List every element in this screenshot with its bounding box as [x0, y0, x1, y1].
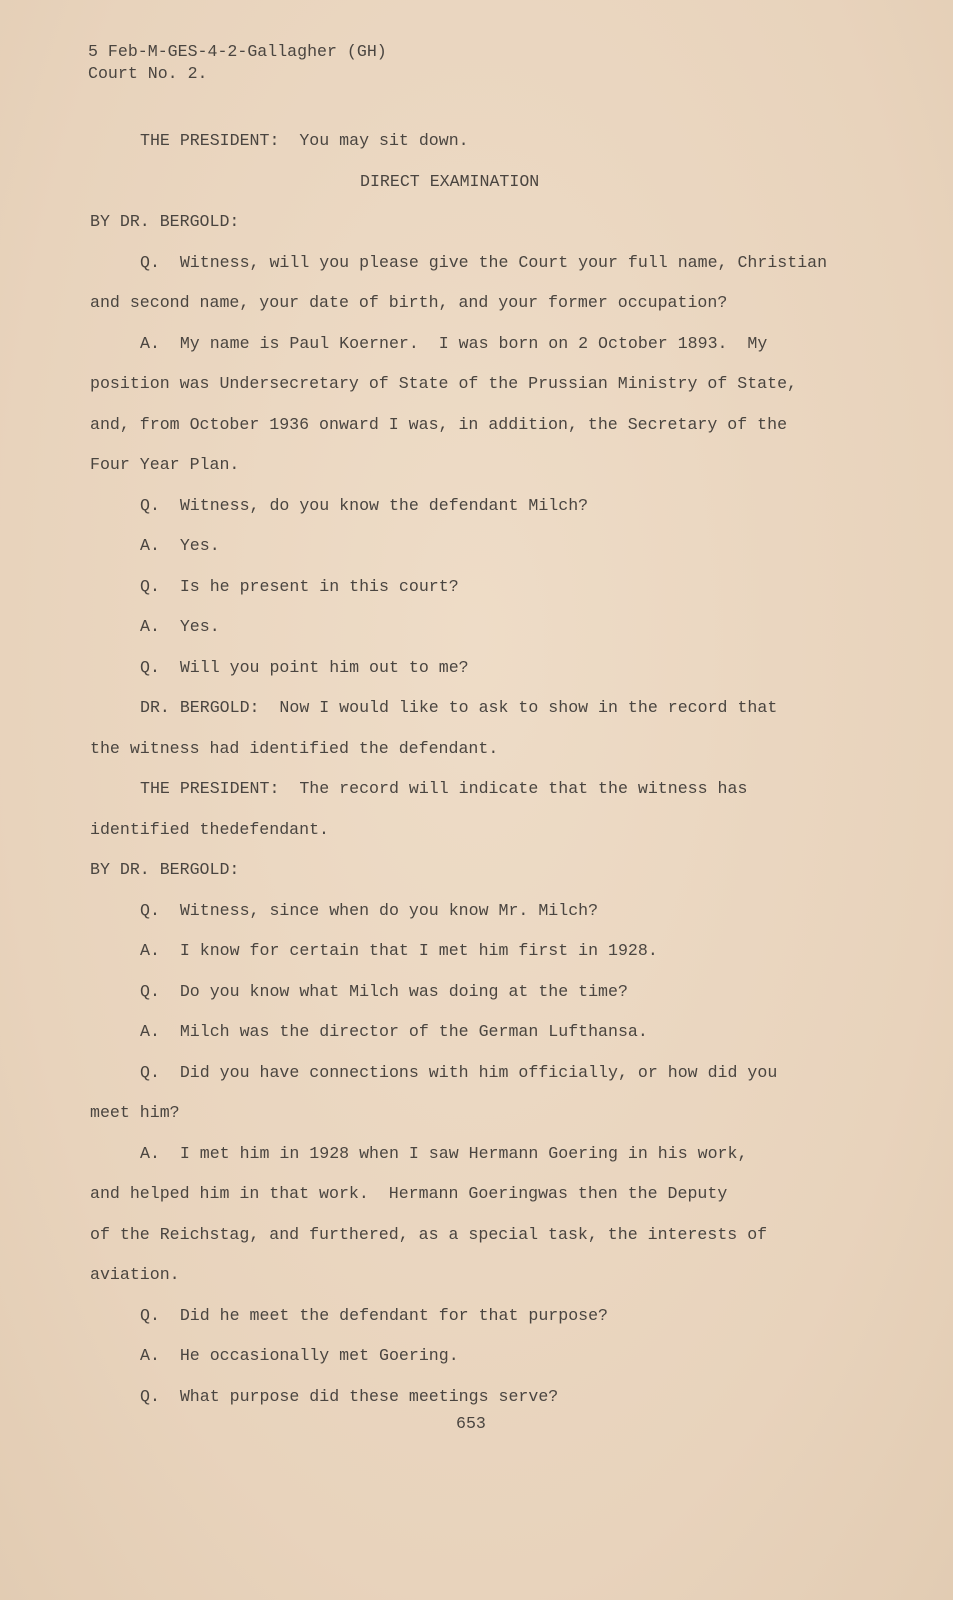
transcript-line: Q. Witness, will you please give the Court your full name, Christian: [140, 252, 828, 272]
transcript-line: identified thedefendant.: [90, 819, 329, 839]
transcript-line: position was Undersecretary of State of the Prussian Ministry of State,: [90, 374, 798, 393]
transcript-line: meet him?: [90, 1103, 180, 1122]
transcript-line: Q. Will you point him out to me?: [140, 657, 469, 677]
transcript-line: Q. Is he present in this court?: [140, 576, 459, 596]
transcript-line: A. My name is Paul Koerner. I was born on 2 October 1893. My: [140, 333, 768, 353]
transcript-line: and, from October 1936 onward I was, in addition, the Secretary of the: [90, 414, 788, 434]
transcript-line: and second name, your date of birth, and your former occupation?: [90, 293, 728, 312]
transcript-line: the witness had identified the defendant.: [90, 738, 499, 758]
document-header: [88, 41, 387, 85]
transcript-line: A. He occasionally met Goering.: [140, 1346, 459, 1365]
transcript-line: Q. Did you have connections with him officially, or how did you: [140, 1062, 778, 1082]
transcript-line: A. I met him in 1928 when I saw Hermann Goering in his work,: [140, 1143, 748, 1163]
docket-line: 5 Feb-M-GES-4-2-Gallagher (GH): [88, 42, 387, 61]
transcript-line: A. I know for certain that I met him first in 1928.: [140, 941, 658, 960]
transcript-body: [0, 121, 953, 1417]
transcript-line: THE PRESIDENT: You may sit down.: [140, 131, 469, 150]
court-number: Court No. 2.: [88, 64, 208, 83]
transcript-line: and helped him in that work. Hermann Goeringwas then the Deputy: [90, 1184, 728, 1203]
transcript-line: Q. Witness, since when do you know Mr. Milch?: [140, 900, 599, 920]
transcript-line: Q. Witness, do you know the defendant Milch?: [140, 495, 589, 515]
transcript-line: A. Yes.: [140, 617, 220, 636]
transcript-line: Q. What purpose did these meetings serve?: [140, 1386, 559, 1406]
transcript-line: Four Year Plan.: [90, 455, 240, 474]
transcript-line: aviation.: [90, 1265, 180, 1284]
section-heading: DIRECT EXAMINATION: [360, 171, 540, 191]
transcript-line: Q. Did he meet the defendant for that purpose?: [140, 1305, 609, 1325]
transcript-line: BY DR. BERGOLD:: [90, 212, 240, 231]
transcript-line: A. Yes.: [140, 536, 220, 555]
transcript-line: of the Reichstag, and furthered, as a special task, the interests of: [90, 1224, 768, 1244]
page-number: 653: [456, 1414, 486, 1433]
transcript-line: A. Milch was the director of the German Lufthansa.: [140, 1022, 648, 1041]
transcript-line: DR. BERGOLD: Now I would like to ask to show in the record that: [140, 698, 778, 717]
transcript-line: BY DR. BERGOLD:: [90, 860, 240, 879]
transcript-line: Q. Do you know what Milch was doing at the time?: [140, 981, 628, 1001]
transcript-line: THE PRESIDENT: The record will indicate that the witness has: [140, 779, 748, 798]
